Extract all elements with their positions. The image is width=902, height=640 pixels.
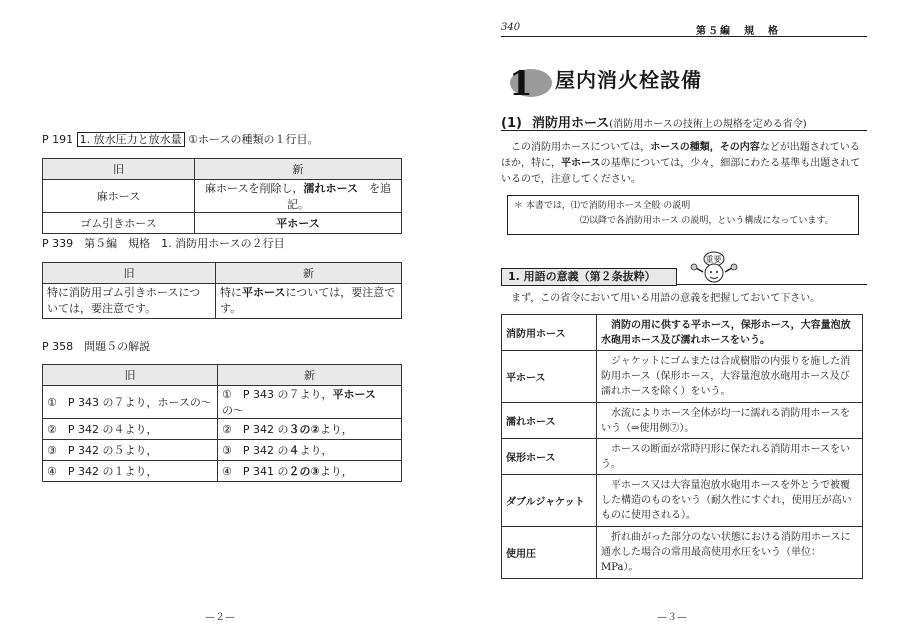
cell-new (218, 419, 402, 440)
term-name: 濡れホース (502, 403, 597, 439)
header-new: 新 (216, 263, 402, 284)
table-row (502, 527, 863, 579)
cell-text: ③ P 342 の (222, 444, 289, 457)
lead-paragraph: まず，この省令において用いる用語の意義を把握しておいて下さい。 (511, 293, 821, 304)
emphasis: 平ホース (561, 158, 601, 169)
note-box (507, 195, 859, 235)
ref-text: ①ホースの種類の１行目。 (188, 133, 319, 146)
term-name: ダブルジャケット (502, 475, 597, 527)
ref-page: P 191 (42, 133, 74, 146)
table-row (43, 180, 402, 213)
cell-old: 特に消防用ゴム引きホースについては，要注意です。 (43, 284, 216, 319)
errata-table-2 (42, 262, 402, 319)
section-subtitle: (消防用ホースの技術上の規格を定める省令) (609, 119, 807, 130)
cell-old: ③ P 342 の５より， (43, 440, 218, 461)
cell-bold: 濡れホース (303, 182, 358, 195)
note-line: ＊ 本書では，⑴で消防用ホース全般 の説明 (514, 201, 691, 211)
terms-table (501, 314, 863, 579)
table-row (502, 439, 863, 475)
table-row (43, 284, 402, 319)
table-row (502, 315, 863, 351)
errata-table-3 (42, 364, 402, 482)
mascot-label: 重要 (705, 255, 722, 264)
cell-text: ① P 343 の７より， (222, 388, 333, 401)
page-number: —３— (657, 612, 687, 623)
term-definition: ホースの断面が常時円形に保たれる消防用ホースをいう。 (597, 439, 863, 475)
errata-table-1 (42, 158, 402, 234)
mascot-icon (684, 250, 744, 284)
note-line: ⑵以降で各消防用ホース の説明，という構成になっています。 (580, 216, 834, 226)
table-row (502, 351, 863, 403)
cell-text: より， (299, 444, 333, 457)
table-row (43, 386, 402, 419)
cell-old: 麻ホース (43, 180, 195, 213)
subsection-rule (677, 284, 867, 285)
table-row (43, 419, 402, 440)
cell-text: 麻ホースを削除し， (205, 182, 304, 195)
term-definition: 消防の用に供する平ホース，保形ホース，大容量泡放水砲用ホース及び濡れホースをいう。 (597, 315, 863, 351)
cell-new (216, 284, 402, 319)
cell-text: の〜 (222, 404, 244, 417)
table-row (43, 440, 402, 461)
running-title: 第５編 規 格 (696, 26, 780, 37)
cell-old: ゴム引きホース (43, 213, 195, 234)
term-definition: 平ホース又は大容量泡放水砲用ホースを外とうで被覆した構造のものをいう（耐久性にすぐれ，使用圧が高いものに使用される）。 (597, 475, 863, 527)
cell-text: 特に (220, 286, 242, 299)
header-new: 新 (195, 159, 402, 180)
cell-text: ④ P 341 の (222, 465, 289, 478)
cell-text: より， (319, 423, 353, 436)
term-name: 使用圧 (502, 527, 597, 579)
cell-bold: 平ホース (276, 217, 320, 230)
cell-new (218, 461, 402, 482)
intro-paragraph (501, 140, 863, 188)
cell-bold: ４ (288, 444, 300, 457)
text: の基準については，少々，細部にわたる基準も出題されているので，注意してください。 (501, 158, 861, 185)
term-definition: 水流によりホース全体が均一に濡れる消防用ホースをいう（⇒使用例⑦）。 (597, 403, 863, 439)
ref-boxed-heading: 1. 放水圧力と放水量 (77, 132, 185, 147)
cell-old: ① P 343 の７より，ホースの〜 (43, 386, 218, 419)
cell-bold: 平ホース (242, 286, 286, 299)
cell-old: ② P 342 の４より， (43, 419, 218, 440)
cell-new (195, 180, 402, 213)
cell-text: より， (319, 465, 353, 478)
section-number: (1) (501, 116, 522, 131)
text: この消防用ホースについては， (511, 142, 651, 153)
errata-ref-2: P 339 第５編 規格 1. 消防用ホースの２行目 (42, 237, 285, 250)
header-new: 新 (218, 365, 402, 386)
errata-ref-1 (42, 131, 318, 147)
right-page (451, 0, 902, 640)
table-row (502, 475, 863, 527)
section-heading (501, 112, 867, 131)
cell-old: ④ P 342 の１より， (43, 461, 218, 482)
text: などが出題されているほか，特に， (501, 142, 860, 169)
term-name: 保形ホース (502, 439, 597, 475)
chapter-badge (501, 62, 553, 100)
term-definition: 折れ曲がった部分のない状態における消防用ホースに通水した場合の常用最高使用水圧をいう（単位：MPa）。 (597, 527, 863, 579)
term-name: 平ホース (502, 351, 597, 403)
table-row (43, 461, 402, 482)
running-page-number: 340 (501, 22, 521, 33)
cell-new (195, 213, 402, 234)
mascot-illustration (684, 250, 744, 284)
chapter-number: 1 (509, 64, 533, 100)
cell-bold: ２の③ (288, 465, 320, 478)
table-row (502, 403, 863, 439)
running-header (501, 22, 867, 37)
cell-new (218, 386, 402, 419)
header-old: 旧 (43, 365, 218, 386)
header-old: 旧 (43, 263, 216, 284)
emphasis: ホースの種類，その内容 (650, 142, 760, 153)
table-row (43, 213, 402, 234)
section-title: 消防用ホース (531, 116, 610, 131)
cell-bold: 平ホース (332, 388, 376, 401)
cell-text: を追記。 (287, 182, 391, 211)
subsection-heading: 1. 用語の意義（第２条抜粋） (501, 268, 677, 286)
cell-bold: ３の② (288, 423, 320, 436)
chapter-title: 屋内消火栓設備 (555, 68, 702, 92)
term-definition: ジャケットにゴムまたは合成樹脂の内張りを施した消防用ホース（保形ホース，大容量泡放水砲用ホース及び濡れホースを除く）をいう。 (597, 351, 863, 403)
term-name: 消防用ホース (502, 315, 597, 351)
cell-text: ② P 342 の (222, 423, 289, 436)
cell-text: については，要注意です。 (220, 286, 396, 315)
header-old: 旧 (43, 159, 195, 180)
page-number: —２— (205, 612, 235, 623)
errata-ref-3: P 358 問題５の解説 (42, 340, 151, 353)
chapter-badge-shape (501, 62, 553, 100)
cell-new (218, 440, 402, 461)
